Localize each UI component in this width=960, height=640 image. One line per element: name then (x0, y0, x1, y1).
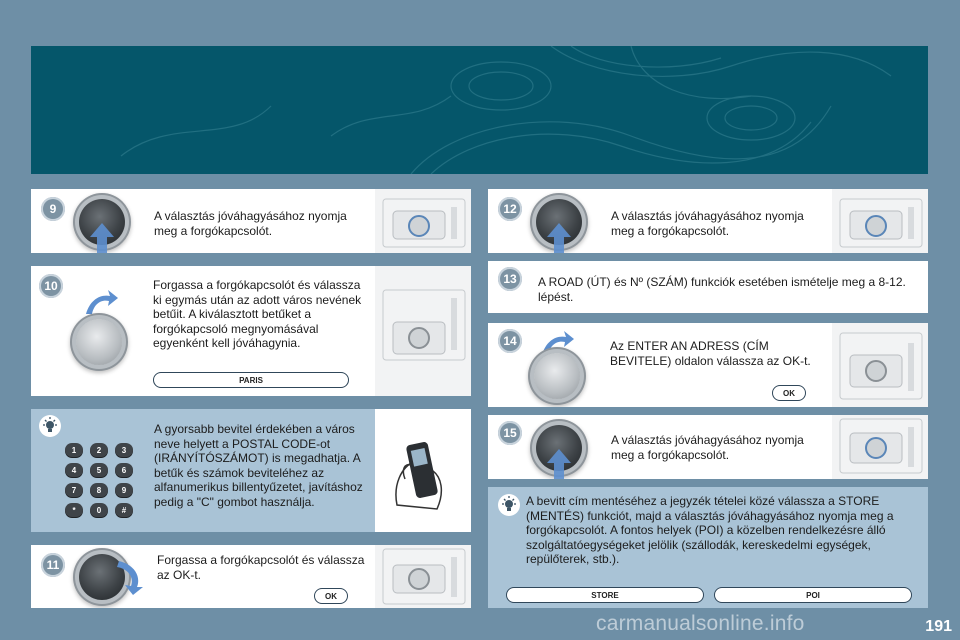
step-number-badge: 11 (41, 553, 65, 577)
paris-button[interactable]: PARIS (153, 372, 349, 388)
keypad-key: 5 (90, 463, 108, 477)
keypad-key: 9 (115, 483, 133, 497)
press-arrow-icon (90, 223, 114, 253)
keypad-key: 0 (90, 503, 108, 517)
keypad-key: 2 (90, 443, 108, 457)
page-number: 191 (925, 618, 952, 635)
ok-button[interactable]: OK (314, 588, 348, 604)
radio-unit-image (832, 189, 928, 253)
keypad-key: 7 (65, 483, 83, 497)
radio-unit-image (375, 266, 471, 396)
step-text: Forgassa a forgókapcsolót és válassza az OK-t. (157, 553, 365, 582)
step-text: Az ENTER AN ADRESS (CÍM BEVITELE) oldalon válassza az OK-t. (610, 339, 811, 368)
step-10-panel (31, 266, 471, 396)
step-15-panel (488, 415, 928, 479)
step-number-badge: 13 (498, 267, 522, 291)
keypad-key: # (115, 503, 133, 517)
step-text: A választás jóváhagyásához nyomja meg a forgókapcsolót. (611, 433, 804, 462)
keypad-key: 3 (115, 443, 133, 457)
keypad-key: 8 (90, 483, 108, 497)
radio-unit-image (375, 189, 471, 253)
poi-button[interactable]: POI (714, 587, 912, 603)
keypad-key: 1 (65, 443, 83, 457)
radio-unit-image (832, 415, 928, 479)
radio-unit-image (832, 323, 928, 407)
tip-panel-store-poi (488, 487, 928, 608)
tip-text: A bevitt cím mentéséhez a jegyzék tételei közé válassza a STORE (MENTÉS) funkciót, majd a választás jóváhagyásához nyomja meg a forgókapcsolót. A fontos helyek (POI) a közelben rendelkezésre álló szolgáltatóegységeket jelölik (szállodák, kereskedelmi egységek, repülőterek, stb.). (526, 494, 894, 566)
radio-unit-image (375, 545, 471, 608)
alphanumeric-keypad (65, 443, 137, 517)
step-9-panel (31, 189, 471, 253)
step-14-panel (488, 323, 928, 407)
step-text: A ROAD (ÚT) és Nº (SZÁM) funkciók esetében ismételje meg a 8-12. lépést. (538, 275, 906, 304)
step-13-panel (488, 261, 928, 313)
tip-panel-postal-code (31, 409, 471, 532)
step-number-badge: 10 (39, 274, 63, 298)
step-text: A választás jóváhagyásához nyomja meg a forgókapcsolót. (154, 209, 347, 238)
store-button[interactable]: STORE (506, 587, 704, 603)
step-number-badge: 12 (498, 197, 522, 221)
header-banner (31, 46, 928, 174)
watermark: carmanualsonline.info (596, 612, 805, 635)
step-number-badge: 15 (498, 421, 522, 445)
press-arrow-icon (547, 223, 571, 253)
step-text: Forgassa a forgókapcsolót és válassza ki egymás után az adott város nevének betűit. A kiválasztott betűket a forgókapcsoló megnyomásával egyenként kell jóváhagynia. (153, 278, 362, 350)
rotate-arrow-icon (84, 290, 118, 316)
keypad-key: * (65, 503, 83, 517)
topographic-map-pattern (31, 46, 928, 174)
tip-lightbulb-icon (39, 415, 61, 437)
ok-button[interactable]: OK (772, 385, 806, 401)
press-arrow-icon (547, 449, 571, 479)
step-number-badge: 9 (41, 197, 65, 221)
step-11-panel (31, 545, 471, 608)
rotary-knob-icon (76, 319, 122, 365)
keypad-key: 6 (115, 463, 133, 477)
keypad-key: 4 (65, 463, 83, 477)
rotate-arrow-icon (117, 559, 147, 595)
rotary-knob-icon (534, 353, 580, 399)
step-text: A választás jóváhagyásához nyomja meg a forgókapcsolót. (611, 209, 804, 238)
step-number-badge: 14 (498, 329, 522, 353)
tip-lightbulb-icon (498, 494, 520, 516)
step-12-panel (488, 189, 928, 253)
tip-text: A gyorsabb bevitel érdekében a város neve helyett a POSTAL CODE-ot (IRÁNYÍTÓSZÁMOT) is megadhatja. A betűk és számok beviteléhez az alfanumerikus billentyűzetet, javításhoz pedig a "C" gombot használja. (154, 422, 363, 509)
phone-in-hand-image (375, 409, 471, 532)
